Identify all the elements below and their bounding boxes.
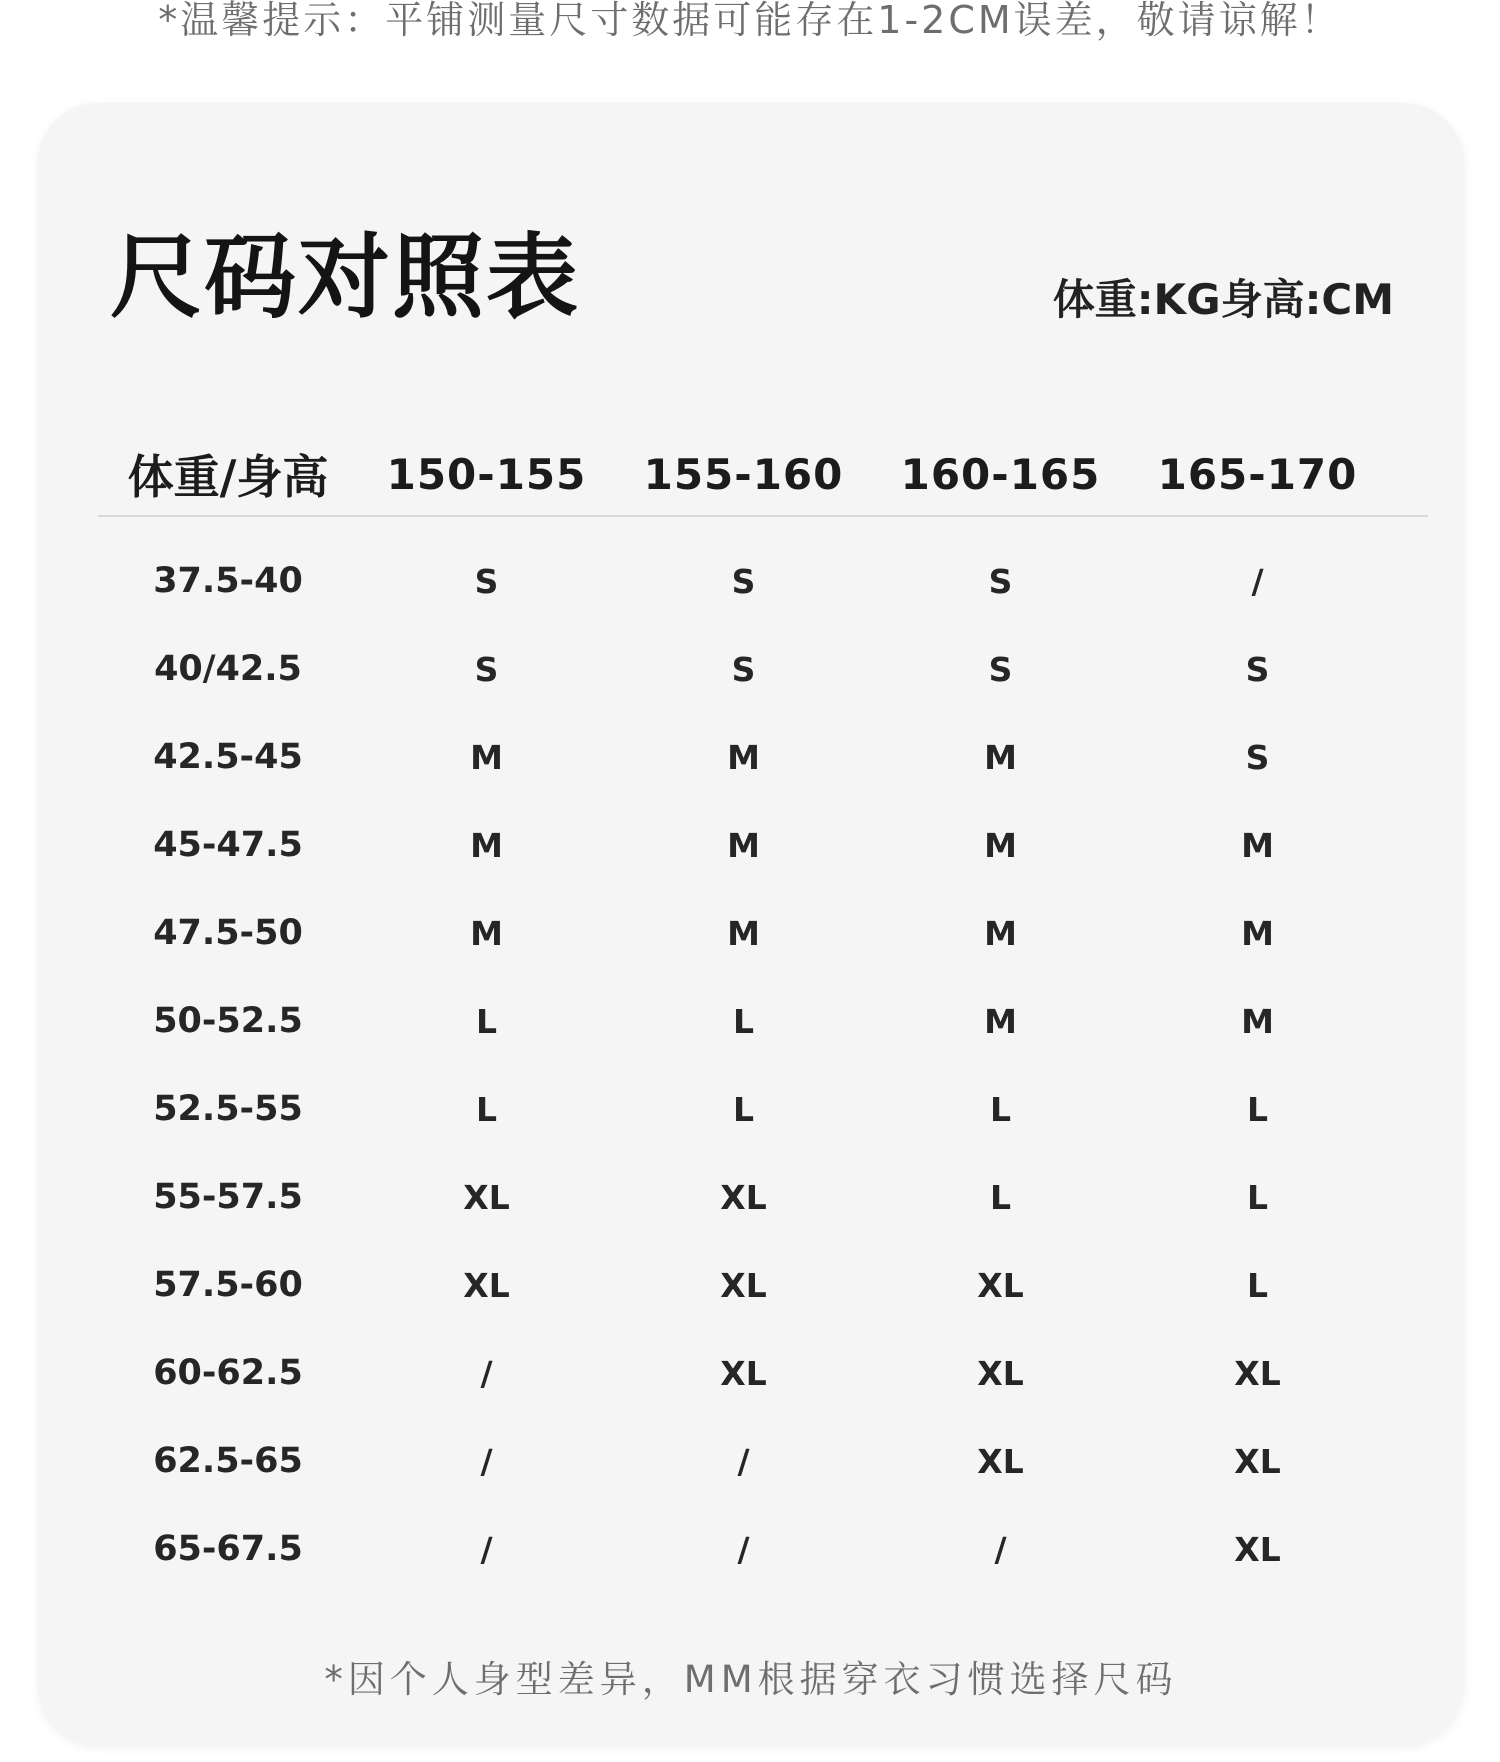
- corner-header: 体重/身高: [127, 450, 329, 504]
- size-cell: L: [1246, 1265, 1269, 1305]
- size-cell: L: [989, 1177, 1012, 1217]
- table-row: [98, 1329, 1428, 1417]
- size-cell: XL: [720, 1353, 767, 1393]
- table-row: [98, 1153, 1428, 1241]
- size-chart-card: [38, 103, 1464, 1746]
- size-cell: S: [988, 561, 1013, 601]
- size-cell: M: [470, 825, 503, 865]
- size-cell: M: [1241, 1001, 1274, 1041]
- height-column-header: 160-165: [900, 449, 1101, 499]
- size-cell: /: [737, 1529, 750, 1569]
- size-cell: S: [731, 649, 756, 689]
- size-table: [98, 433, 1428, 1593]
- table-header-row: [98, 433, 1428, 517]
- chart-title: 尺码对照表: [110, 224, 581, 331]
- size-cell: M: [984, 1001, 1017, 1041]
- size-cell: /: [480, 1353, 493, 1393]
- size-cell: XL: [977, 1353, 1024, 1393]
- size-cell: M: [727, 825, 760, 865]
- unit-note: 体重:KG身高:CM: [1052, 275, 1394, 324]
- weight-range-cell: 50-52.5: [153, 1001, 303, 1041]
- size-cell: L: [732, 1089, 755, 1129]
- size-cell: XL: [720, 1265, 767, 1305]
- size-cell: XL: [463, 1177, 510, 1217]
- weight-range-cell: 37.5-40: [153, 561, 303, 601]
- size-cell: /: [480, 1441, 493, 1481]
- size-cell: XL: [1234, 1353, 1281, 1393]
- size-cell: M: [1241, 913, 1274, 953]
- size-cell: L: [989, 1089, 1012, 1129]
- size-cell: M: [727, 737, 760, 777]
- height-column-header: 165-170: [1157, 449, 1358, 499]
- size-cell: L: [732, 1001, 755, 1041]
- table-row: [98, 1505, 1428, 1593]
- measurement-tip: *温馨提示：平铺测量尺寸数据可能存在1-2CM误差，敬请谅解！: [158, 0, 1342, 42]
- size-cell: M: [470, 737, 503, 777]
- size-cell: XL: [720, 1177, 767, 1217]
- size-cell: S: [731, 561, 756, 601]
- size-cell: L: [1246, 1177, 1269, 1217]
- size-cell: S: [988, 649, 1013, 689]
- table-row: [98, 1065, 1428, 1153]
- size-cell: S: [1245, 649, 1270, 689]
- table-row: [98, 625, 1428, 713]
- size-cell: L: [1246, 1089, 1269, 1129]
- size-cell: /: [994, 1529, 1007, 1569]
- table-row: [98, 713, 1428, 801]
- size-cell: S: [474, 649, 499, 689]
- size-cell: L: [475, 1001, 498, 1041]
- size-cell: XL: [977, 1265, 1024, 1305]
- size-cell: M: [984, 737, 1017, 777]
- table-row: [98, 889, 1428, 977]
- size-cell: XL: [977, 1441, 1024, 1481]
- size-cell: M: [470, 913, 503, 953]
- height-column-header: 155-160: [643, 449, 844, 499]
- size-cell: XL: [463, 1265, 510, 1305]
- table-body: [98, 517, 1428, 1593]
- size-cell: M: [727, 913, 760, 953]
- weight-range-cell: 42.5-45: [153, 737, 303, 777]
- size-cell: XL: [1234, 1529, 1281, 1569]
- size-cell: XL: [1234, 1441, 1281, 1481]
- weight-range-cell: 60-62.5: [153, 1353, 303, 1393]
- height-column-header: 150-155: [386, 449, 587, 499]
- size-cell: /: [480, 1529, 493, 1569]
- weight-range-cell: 57.5-60: [153, 1265, 303, 1305]
- table-row: [98, 537, 1428, 625]
- weight-range-cell: 40/42.5: [154, 649, 302, 689]
- size-cell: /: [737, 1441, 750, 1481]
- weight-range-cell: 65-67.5: [153, 1529, 303, 1569]
- size-cell: L: [475, 1089, 498, 1129]
- weight-range-cell: 52.5-55: [153, 1089, 303, 1129]
- size-cell: S: [474, 561, 499, 601]
- fit-tip: *因个人身型差异，MM根据穿衣习惯选择尺码: [324, 1658, 1178, 1701]
- table-row: [98, 1417, 1428, 1505]
- weight-range-cell: 45-47.5: [153, 825, 303, 865]
- weight-range-cell: 62.5-65: [153, 1441, 303, 1481]
- table-row: [98, 977, 1428, 1065]
- size-cell: /: [1251, 561, 1264, 601]
- size-cell: M: [984, 913, 1017, 953]
- table-row: [98, 801, 1428, 889]
- size-cell: M: [984, 825, 1017, 865]
- weight-range-cell: 55-57.5: [153, 1177, 303, 1217]
- table-row: [98, 1241, 1428, 1329]
- size-cell: M: [1241, 825, 1274, 865]
- weight-range-cell: 47.5-50: [153, 913, 303, 953]
- size-cell: S: [1245, 737, 1270, 777]
